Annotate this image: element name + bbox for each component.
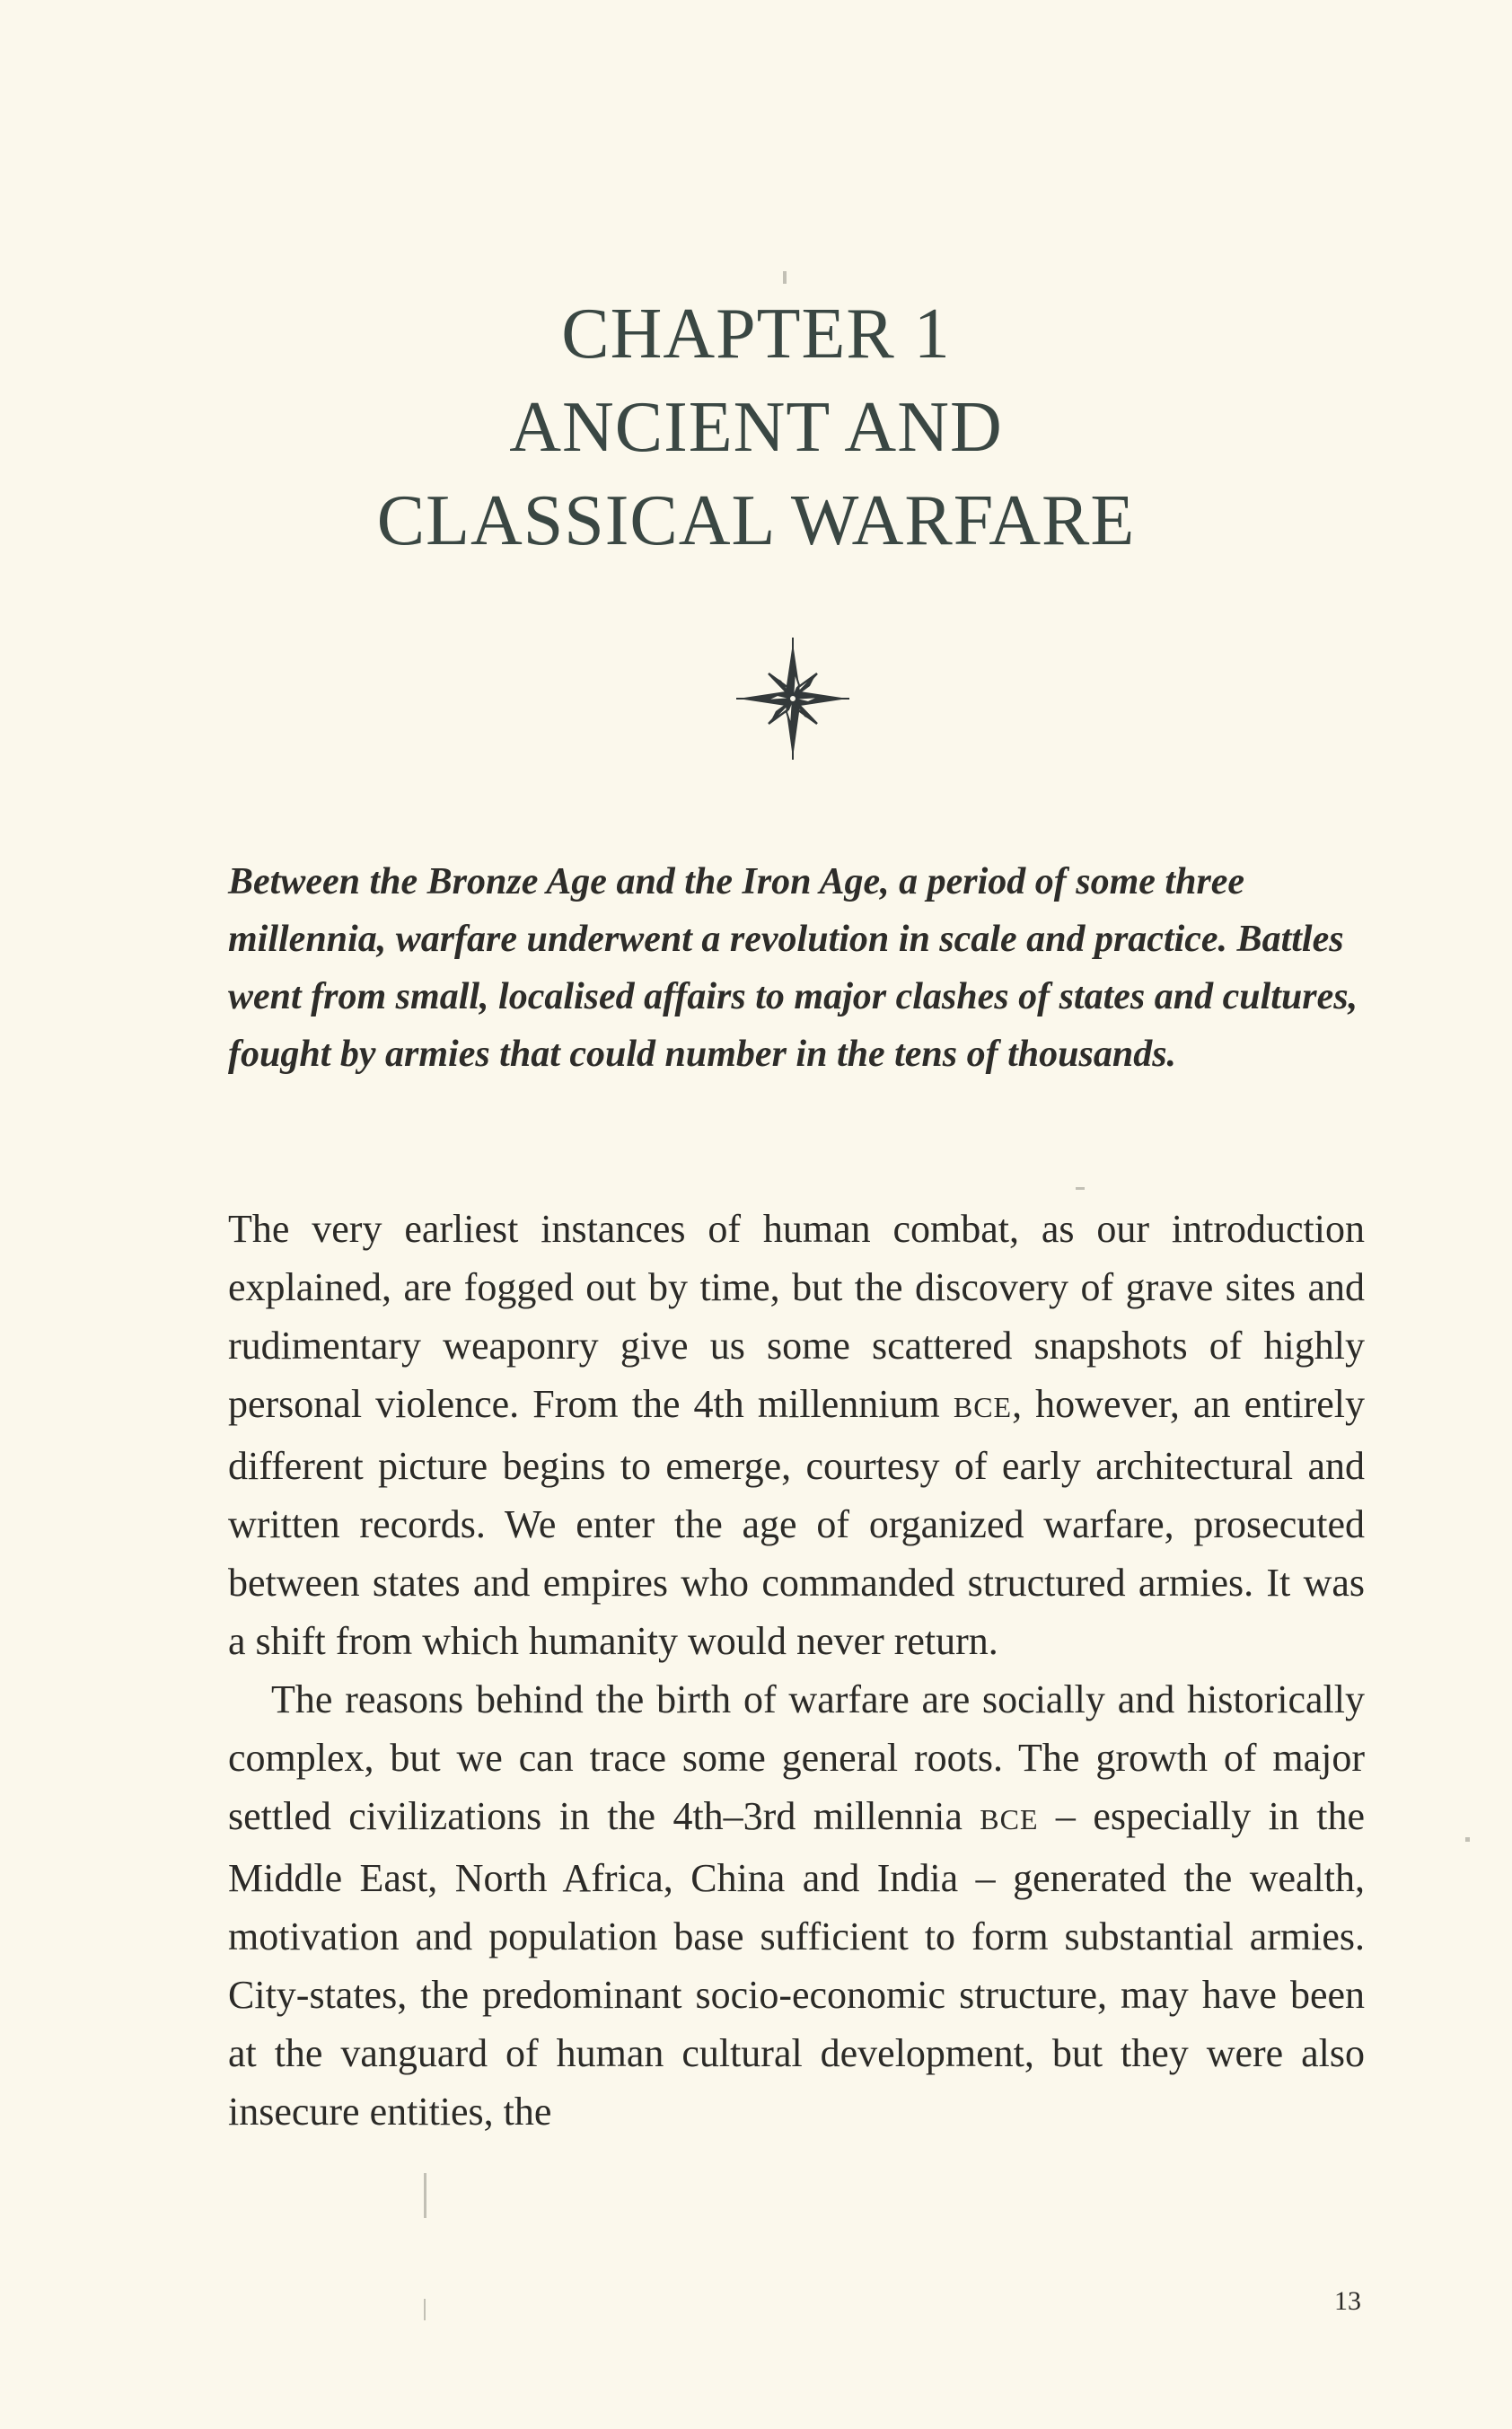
paragraph-1-era: BCE <box>953 1391 1013 1423</box>
chapter-title-line-2: CLASSICAL WARFARE <box>376 481 1136 560</box>
body-text <box>228 1200 1365 2141</box>
paragraph-2-text-a: The reasons behind the birth of warfare are socially and historically complex, but we can trace some general roots. The growth of major settled civilizations in the 4th–3rd millennia <box>228 1677 1365 1838</box>
paragraph-2-era: BCE <box>980 1803 1039 1835</box>
page-number: 13 <box>1334 2286 1361 2316</box>
chapter-number: CHAPTER 1 <box>561 295 951 374</box>
scan-speck <box>1465 1837 1470 1842</box>
paragraph-2 <box>228 1670 1365 2141</box>
paragraph-2-text-b: – especially in the Middle East, North Africa, China and India – generated the wealth, motivation and population base sufficient to form substantial armies. City-states, the predominant socio-economic structure, may have been at the vanguard of human cultural development, but they were also insecure entities, the <box>228 1794 1365 2134</box>
compass-rose-icon <box>734 636 851 761</box>
chapter-heading <box>0 287 1512 568</box>
chapter-intro: Between the Bronze Age and the Iron Age, a period of some three millennia, warfare underwent a revolution in scale and practice. Battles went from small, localised affairs to major clashes of states and cultures, fought by armies that could number in the tens of thousands. <box>228 861 1358 1075</box>
paragraph-1 <box>228 1200 1365 1670</box>
chapter-title-line-1: ANCIENT AND <box>509 388 1003 467</box>
paragraph-1-text-a: The very earliest instances of human combat, as our introduction explained, are fogged out by time, but the discovery of grave sites and rudimentary weaponry give us some scattered snapshots of highly personal violence. From the 4th millennium <box>228 1207 1365 1426</box>
scan-speck <box>1076 1187 1085 1190</box>
scan-speck <box>424 2299 426 2320</box>
scan-speck <box>783 271 787 284</box>
scan-speck <box>424 2173 426 2218</box>
paragraph-1-text-b: , however, an entirely different picture begins to emerge, courtesy of early architectural and written records. We enter the age of organized warfare, prosecuted between states and empires who commanded structured armies. It was a shift from which humanity would never return. <box>228 1382 1365 1663</box>
